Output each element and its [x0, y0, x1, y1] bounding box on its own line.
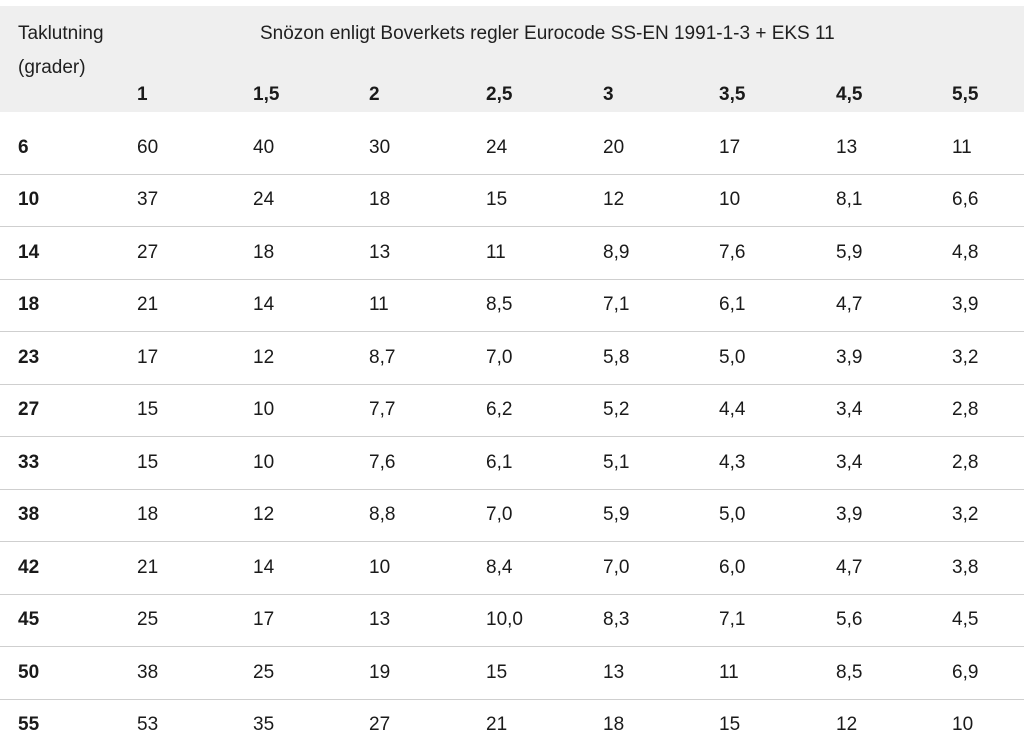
table-row: [0, 699, 1024, 751]
table-cell: 30: [369, 122, 486, 174]
row-label-roof-pitch: 18: [0, 279, 137, 332]
table-cell: 14: [253, 542, 369, 595]
table-cell: 27: [137, 227, 253, 280]
table-cell: 12: [253, 332, 369, 385]
table-cell: 4,3: [719, 437, 836, 490]
table-cell: 3,2: [952, 489, 1024, 542]
row-label-roof-pitch: 27: [0, 384, 137, 437]
table-header: [0, 6, 1024, 112]
table-cell: 7,1: [719, 594, 836, 647]
table-cell: 60: [137, 122, 253, 174]
row-label-roof-pitch: 23: [0, 332, 137, 385]
table-cell: 6,1: [719, 279, 836, 332]
table-row: [0, 332, 1024, 385]
row-label-roof-pitch: 45: [0, 594, 137, 647]
table-cell: 10: [952, 714, 974, 736]
table-cell: 5,9: [603, 489, 719, 542]
table-cell: 25: [137, 594, 253, 647]
table-cell: 8,7: [369, 332, 486, 385]
table-cell: 14: [253, 279, 369, 332]
table-cell: 4,4: [719, 384, 836, 437]
column-header-zone: 3,5: [719, 84, 746, 105]
table-cell: 4,7: [836, 542, 952, 595]
table-cell: 7,0: [603, 542, 719, 595]
table-row: [0, 489, 1024, 542]
table-cell: 12: [836, 714, 858, 736]
table-row: [0, 227, 1024, 280]
table-cell: 15: [137, 437, 253, 490]
table-cell: 4,5: [952, 594, 1024, 647]
table-cell: 13: [836, 122, 952, 174]
table-cell: 6,0: [719, 542, 836, 595]
table-cell: 20: [603, 122, 719, 174]
table-cell: 2,8: [952, 437, 1024, 490]
table-row: [0, 122, 1024, 174]
column-header-zone: 1,5: [253, 84, 280, 105]
table-cell: 8,3: [603, 594, 719, 647]
row-header-label: Taklutning: [18, 23, 104, 44]
table-cell: 21: [137, 279, 253, 332]
table-cell: 12: [253, 489, 369, 542]
table-cell: 10,0: [486, 594, 603, 647]
column-header-zone: 4,5: [836, 84, 863, 105]
table-row: [0, 542, 1024, 595]
table-cell: 13: [369, 227, 486, 280]
table-body: [0, 122, 1024, 751]
table-cell: 21: [137, 542, 253, 595]
table-cell: 8,5: [836, 647, 952, 700]
table-cell: 3,9: [836, 332, 952, 385]
table-cell: 12: [603, 174, 719, 227]
table-cell: 15: [486, 647, 603, 700]
row-label-roof-pitch: 6: [0, 122, 137, 174]
table-cell: 8,8: [369, 489, 486, 542]
row-label-roof-pitch: 33: [0, 437, 137, 490]
table-row: [0, 279, 1024, 332]
table-cell: 5,0: [719, 489, 836, 542]
table-row: [0, 174, 1024, 227]
row-label-roof-pitch: 38: [0, 489, 137, 542]
table-row: [0, 647, 1024, 700]
table-cell: 5,8: [603, 332, 719, 385]
table-cell: 8,1: [836, 174, 952, 227]
row-label-roof-pitch: 14: [0, 227, 137, 280]
table-cell: 15: [137, 384, 253, 437]
table-cell: 10: [719, 174, 836, 227]
table-cell: 10: [253, 384, 369, 437]
table-cell: 17: [253, 594, 369, 647]
table-cell: 3,9: [952, 279, 1024, 332]
table-cell: 18: [253, 227, 369, 280]
table-cell: 15: [719, 714, 741, 736]
table-cell: 13: [369, 594, 486, 647]
table-cell: 3,4: [836, 437, 952, 490]
table-cell: 7,6: [369, 437, 486, 490]
table-cell: 35: [253, 714, 275, 736]
table-cell: 5,2: [603, 384, 719, 437]
table-cell: 7,6: [719, 227, 836, 280]
table-cell: 3,8: [952, 542, 1024, 595]
table-cell: 5,0: [719, 332, 836, 385]
table-cell: 3,9: [836, 489, 952, 542]
table-cell: 3,4: [836, 384, 952, 437]
row-label-roof-pitch: 55: [18, 714, 40, 736]
table-cell: 19: [369, 647, 486, 700]
table-cell: 21: [486, 714, 508, 736]
table-row: [0, 437, 1024, 490]
column-header-zone: 2,5: [486, 84, 513, 105]
row-label-roof-pitch: 50: [0, 647, 137, 700]
row-header-unit: (grader): [18, 57, 86, 78]
table-cell: 53: [137, 714, 159, 736]
table-cell: 13: [603, 647, 719, 700]
table-cell: 11: [369, 279, 486, 332]
table-cell: 18: [603, 714, 625, 736]
table-cell: 6,6: [952, 174, 1024, 227]
table-cell: 5,1: [603, 437, 719, 490]
table-cell: 6,2: [486, 384, 603, 437]
table-cell: 7,0: [486, 489, 603, 542]
table-cell: 4,8: [952, 227, 1024, 280]
column-group-title: Snözon enligt Boverkets regler Eurocode SS-EN 1991-1-3 + EKS 11: [260, 23, 835, 44]
table-cell: 3,2: [952, 332, 1024, 385]
table-cell: 10: [369, 542, 486, 595]
column-header-zone: 1: [137, 84, 148, 105]
table-cell: 25: [253, 647, 369, 700]
table-cell: 27: [369, 714, 391, 736]
column-header-zone: 2: [369, 84, 380, 105]
table-cell: 7,7: [369, 384, 486, 437]
table-cell: 17: [719, 122, 836, 174]
table-cell: 2,8: [952, 384, 1024, 437]
table-cell: 8,9: [603, 227, 719, 280]
row-label-roof-pitch: 42: [0, 542, 137, 595]
table-cell: 6,1: [486, 437, 603, 490]
table-cell: 24: [486, 122, 603, 174]
table-cell: 17: [137, 332, 253, 385]
table-cell: 24: [253, 174, 369, 227]
table-cell: 38: [137, 647, 253, 700]
table-cell: 8,4: [486, 542, 603, 595]
table-cell: 4,7: [836, 279, 952, 332]
table-cell: 5,9: [836, 227, 952, 280]
table-cell: 11: [952, 122, 1024, 174]
table-cell: 15: [486, 174, 603, 227]
table-cell: 5,6: [836, 594, 952, 647]
table-cell: 18: [369, 174, 486, 227]
table-cell: 7,1: [603, 279, 719, 332]
table-cell: 11: [719, 647, 836, 700]
table-cell: 7,0: [486, 332, 603, 385]
table-cell: 8,5: [486, 279, 603, 332]
table-row: [0, 594, 1024, 647]
table-cell: 37: [137, 174, 253, 227]
column-header-zone: 3: [603, 84, 614, 105]
table-cell: 6,9: [952, 647, 1024, 700]
row-label-roof-pitch: 10: [0, 174, 137, 227]
table-cell: 40: [253, 122, 369, 174]
table-cell: 11: [486, 227, 603, 280]
table-cell: 10: [253, 437, 369, 490]
column-header-zone: 5,5: [952, 84, 979, 105]
table-cell: 18: [137, 489, 253, 542]
table-row: [0, 384, 1024, 437]
